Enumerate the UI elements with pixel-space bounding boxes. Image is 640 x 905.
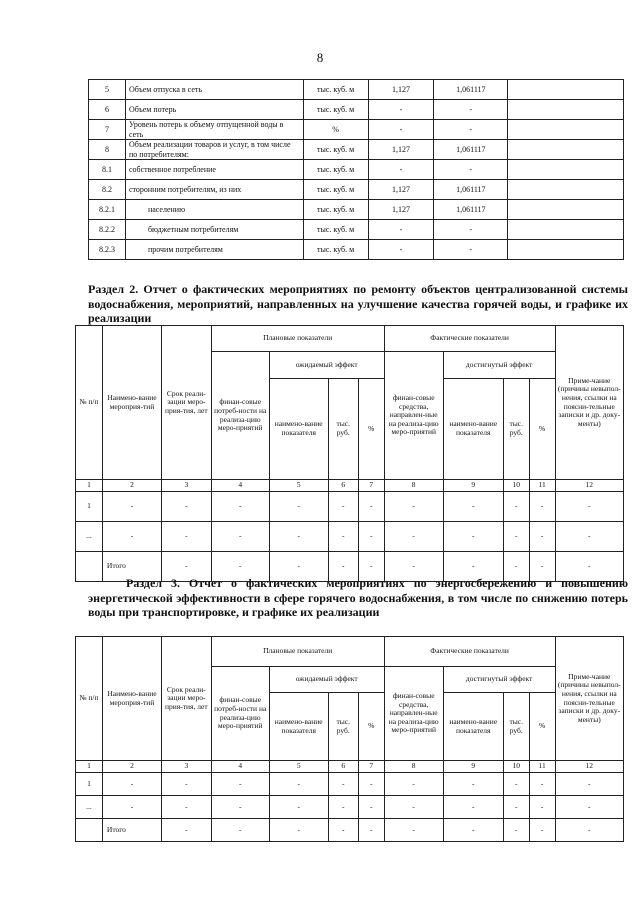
row-unit: тыс. куб. м	[303, 180, 368, 200]
header-actual: Фактические показатели	[384, 637, 555, 667]
table-cell: -	[555, 492, 623, 522]
row-unit: тыс. куб. м	[303, 100, 368, 120]
section-3-heading: Раздел 3. Отчет о фактических мероприятиях по энергосбережению и повышению энергетической эффективности в сфере горячего водоснабжения, в том числе по снижению потерь воды при транспортировке, и графике их реализации	[88, 576, 628, 619]
table-cell: -	[529, 522, 555, 552]
col-index: 11	[529, 480, 555, 492]
table-row	[89, 100, 624, 120]
col-index: 2	[102, 480, 161, 492]
table-cell: -	[358, 492, 384, 522]
table-cell: -	[358, 819, 384, 842]
table-cell: -	[358, 796, 384, 819]
header-planned: Плановые показатели	[211, 326, 384, 352]
table-row	[89, 140, 624, 160]
header-pct: %	[358, 693, 384, 761]
row-number: 8.2.2	[89, 220, 126, 240]
row-number: 7	[89, 120, 126, 140]
table-row	[89, 200, 624, 220]
table-cell: -	[443, 522, 503, 552]
table-cell: -	[503, 522, 529, 552]
col-index: 2	[102, 761, 161, 773]
row-value-1: -	[368, 100, 434, 120]
volume-table	[88, 79, 624, 260]
table-cell: 1	[76, 492, 103, 522]
row-name: бюджетным потребителям	[125, 220, 303, 240]
table-cell: -	[443, 796, 503, 819]
row-number: 8.2.3	[89, 240, 126, 260]
table-row	[76, 819, 624, 842]
table-cell: -	[555, 552, 623, 582]
header-fin-fact: финан-совые средства, направлен-ные на реализа-цию меро-приятий	[384, 352, 443, 480]
table-cell: -	[211, 522, 269, 552]
table-cell: -	[161, 773, 211, 796]
header-name: Наимено-вание мероприя-тий	[102, 326, 161, 480]
col-index: 9	[443, 761, 503, 773]
table-cell: -	[269, 522, 328, 552]
col-index: 12	[555, 761, 623, 773]
row-name: прочим потребителям	[125, 240, 303, 260]
table-cell: -	[161, 492, 211, 522]
col-index: 7	[358, 480, 384, 492]
row-value-2: -	[434, 100, 508, 120]
row-name: населению	[125, 200, 303, 220]
row-name: сторонним потребителям, из них	[125, 180, 303, 200]
header-indicator: наимено-вание показателя	[269, 379, 328, 480]
table-cell: -	[328, 492, 358, 522]
table-cell: -	[384, 819, 443, 842]
row-name: Объем реализации товаров и услуг, в том числе по потребителям:	[125, 140, 303, 160]
col-index: 6	[328, 761, 358, 773]
header-rub: тыс. руб.	[328, 379, 358, 480]
header-indicator: наимено-вание показателя	[269, 693, 328, 761]
header-fin-plan: финан-совые потреб-ности на реализа-цию меро-приятий	[211, 352, 269, 480]
table-row	[89, 240, 624, 260]
row-value-2: 1,061117	[434, 80, 508, 100]
header-planned: Плановые показатели	[211, 637, 384, 667]
header-pct: %	[529, 379, 555, 480]
header-term: Срок реали-зации меро-прия-тия, лет	[161, 326, 211, 480]
col-index: 4	[211, 761, 269, 773]
table-cell: -	[384, 773, 443, 796]
header-note: Приме-чание (причины невыпол-нения, ссылки на поясни-тельные записки и др. доку-менты)	[555, 637, 623, 761]
col-index: 3	[161, 480, 211, 492]
row-value-1: 1,127	[368, 200, 434, 220]
table-cell: -	[503, 492, 529, 522]
table-cell: -	[384, 796, 443, 819]
col-index: 10	[503, 761, 529, 773]
table-cell	[76, 819, 103, 842]
table-cell: -	[269, 819, 328, 842]
table-cell: -	[358, 552, 384, 582]
table-row	[76, 492, 624, 522]
header-fin-fact: финан-совые средства, направлен-ные на реализа-цию меро-приятий	[384, 667, 443, 761]
section-3-table	[75, 636, 624, 842]
table-cell: -	[102, 773, 161, 796]
row-empty-cell	[508, 200, 624, 220]
col-index: 8	[384, 480, 443, 492]
row-value-2: -	[434, 220, 508, 240]
row-number: 5	[89, 80, 126, 100]
section-2-heading: Раздел 2. Отчет о фактических мероприятиях по ремонту объектов централизованной системы водоснабжения, мероприятий, направленных на улучшение качества горячей воды, и графике их реализации	[88, 282, 628, 325]
table-cell: ...	[76, 522, 103, 552]
table-cell: -	[555, 819, 623, 842]
row-name: Объем отпуска в сеть	[125, 80, 303, 100]
col-index: 8	[384, 761, 443, 773]
table-cell: -	[503, 773, 529, 796]
table-cell: -	[529, 492, 555, 522]
table-cell: -	[211, 552, 269, 582]
table-cell: -	[555, 773, 623, 796]
table-cell: -	[555, 522, 623, 552]
table-cell: -	[358, 773, 384, 796]
header-rub: тыс. руб.	[503, 693, 529, 761]
row-value-1: -	[368, 160, 434, 180]
table-row	[76, 522, 624, 552]
table-cell: -	[328, 819, 358, 842]
table-cell: -	[503, 552, 529, 582]
table-cell: -	[211, 492, 269, 522]
header-num: № п/п	[76, 637, 103, 761]
table-cell: -	[529, 796, 555, 819]
table-cell: -	[384, 522, 443, 552]
table-row	[89, 120, 624, 140]
row-unit: тыс. куб. м	[303, 80, 368, 100]
header-achieved: достигнутый эффект	[443, 667, 555, 693]
table-cell: -	[529, 552, 555, 582]
col-index: 5	[269, 480, 328, 492]
header-actual: Фактические показатели	[384, 326, 555, 352]
row-unit: тыс. куб. м	[303, 220, 368, 240]
table-row	[89, 220, 624, 240]
table-cell: -	[529, 773, 555, 796]
page-number: 8	[316, 50, 324, 65]
row-unit: тыс. куб. м	[303, 160, 368, 180]
header-indicator: наимено-вание показателя	[443, 693, 503, 761]
table-cell: Итого	[102, 552, 161, 582]
table-cell: -	[102, 492, 161, 522]
header-note: Приме-чание (причины невыпол-нения, ссылки на поясни-тельные записки и др. доку-менты)	[555, 326, 623, 480]
table-cell: -	[328, 773, 358, 796]
header-term: Срок реали-зации меро-прия-тия, лет	[161, 637, 211, 761]
table-cell: -	[328, 796, 358, 819]
row-empty-cell	[508, 240, 624, 260]
table-cell: -	[269, 492, 328, 522]
row-unit: тыс. куб. м	[303, 240, 368, 260]
row-value-2: 1,061117	[434, 140, 508, 160]
table-cell: Итого	[102, 819, 161, 842]
row-number: 8.2	[89, 180, 126, 200]
table-cell: -	[555, 796, 623, 819]
row-empty-cell	[508, 180, 624, 200]
col-index: 1	[76, 761, 103, 773]
col-index: 12	[555, 480, 623, 492]
row-number: 8.2.1	[89, 200, 126, 220]
row-value-2: -	[434, 240, 508, 260]
table-row	[89, 180, 624, 200]
row-number: 6	[89, 100, 126, 120]
row-value-1: 1,127	[368, 140, 434, 160]
table-cell: -	[269, 796, 328, 819]
header-pct: %	[529, 693, 555, 761]
table-cell: -	[443, 819, 503, 842]
table-row	[89, 80, 624, 100]
table-cell: -	[384, 552, 443, 582]
col-index: 1	[76, 480, 103, 492]
table-row	[76, 796, 624, 819]
header-achieved: достигнутый эффект	[443, 352, 555, 379]
table-cell: -	[443, 492, 503, 522]
row-value-2: 1,061117	[434, 200, 508, 220]
table-cell: -	[529, 819, 555, 842]
table-cell: -	[503, 796, 529, 819]
col-index: 7	[358, 761, 384, 773]
table-cell: -	[328, 522, 358, 552]
section-2-table	[75, 325, 624, 582]
row-empty-cell	[508, 100, 624, 120]
table-cell: -	[211, 819, 269, 842]
row-name: Объем потерь	[125, 100, 303, 120]
row-empty-cell	[508, 220, 624, 240]
table-cell: -	[269, 773, 328, 796]
row-unit: %	[303, 120, 368, 140]
table-cell: -	[102, 796, 161, 819]
table-cell: -	[161, 522, 211, 552]
row-value-2: 1,061117	[434, 180, 508, 200]
table-cell: -	[211, 773, 269, 796]
table-cell: -	[161, 552, 211, 582]
row-value-1: 1,127	[368, 180, 434, 200]
col-index: 10	[503, 480, 529, 492]
row-empty-cell	[508, 120, 624, 140]
table-cell: -	[443, 552, 503, 582]
row-number: 8	[89, 140, 126, 160]
row-number: 8.1	[89, 160, 126, 180]
header-expected: ожидаемый эффект	[269, 352, 384, 379]
table-cell: -	[443, 773, 503, 796]
table-cell: -	[328, 552, 358, 582]
col-index: 6	[328, 480, 358, 492]
row-value-2: -	[434, 160, 508, 180]
row-empty-cell	[508, 140, 624, 160]
col-index: 11	[529, 761, 555, 773]
header-num: № п/п	[76, 326, 103, 480]
table-cell: 1	[76, 773, 103, 796]
col-index: 4	[211, 480, 269, 492]
header-name: Наимено-вание мероприя-тий	[102, 637, 161, 761]
row-value-1: -	[368, 240, 434, 260]
table-cell: -	[211, 796, 269, 819]
row-unit: тыс. куб. м	[303, 200, 368, 220]
row-value-1: 1,127	[368, 80, 434, 100]
table-row	[76, 773, 624, 796]
table-cell: -	[161, 819, 211, 842]
header-fin-plan: финан-совые потреб-ности на реализа-цию меро-приятий	[211, 667, 269, 761]
table-cell: -	[102, 522, 161, 552]
header-expected: ожидаемый эффект	[269, 667, 384, 693]
table-cell: -	[269, 552, 328, 582]
row-value-1: -	[368, 220, 434, 240]
row-value-2: -	[434, 120, 508, 140]
col-index: 9	[443, 480, 503, 492]
header-indicator: наимено-вание показателя	[443, 379, 503, 480]
header-rub: тыс. руб.	[503, 379, 529, 480]
table-cell: -	[503, 819, 529, 842]
row-empty-cell	[508, 80, 624, 100]
header-rub: тыс. руб.	[328, 693, 358, 761]
col-index: 5	[269, 761, 328, 773]
header-pct: %	[358, 379, 384, 480]
row-value-1: -	[368, 120, 434, 140]
table-cell: -	[358, 522, 384, 552]
row-empty-cell	[508, 160, 624, 180]
table-cell: -	[161, 796, 211, 819]
table-row	[89, 160, 624, 180]
row-unit: тыс. куб. м	[303, 140, 368, 160]
table-cell: -	[384, 492, 443, 522]
table-cell: ...	[76, 796, 103, 819]
row-name: собственное потребление	[125, 160, 303, 180]
row-name: Уровень потерь к объему отпущенной воды в сеть	[125, 120, 303, 140]
col-index: 3	[161, 761, 211, 773]
